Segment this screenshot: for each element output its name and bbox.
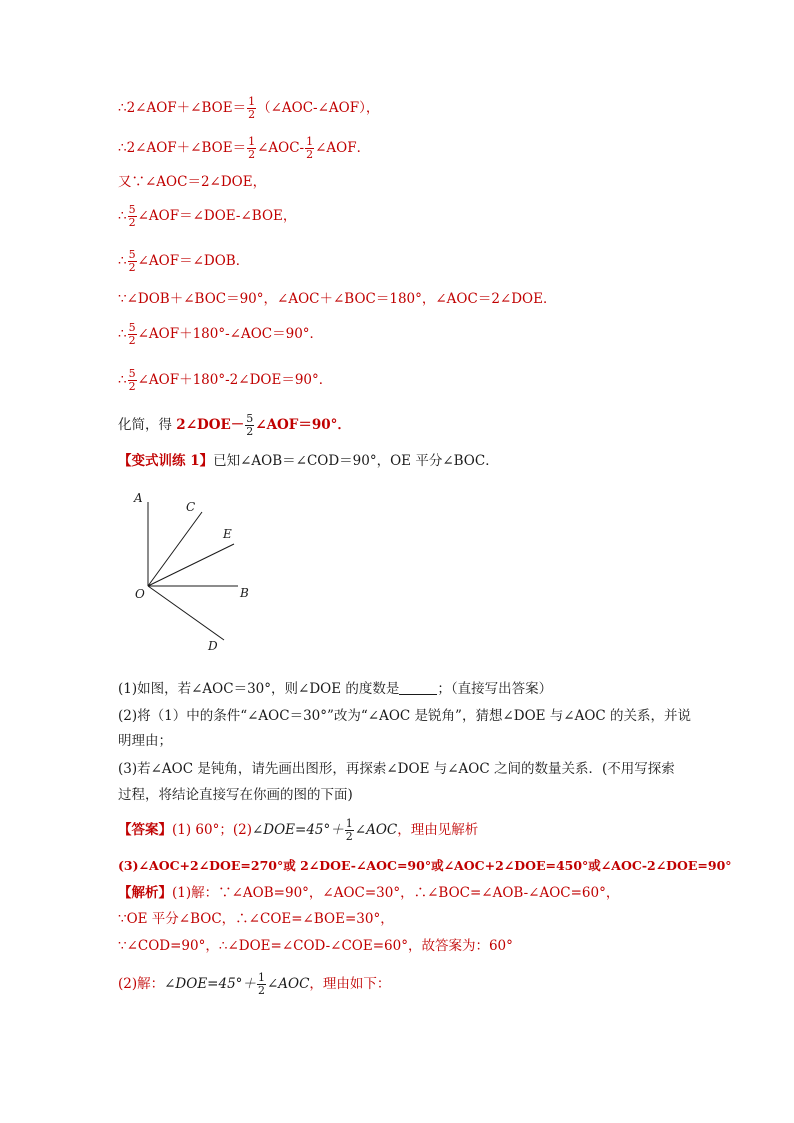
denominator: 2	[248, 148, 256, 161]
fraction	[128, 322, 137, 347]
text: ∠DOE=45°＋	[164, 976, 256, 992]
fraction	[257, 972, 266, 997]
fraction	[128, 249, 137, 274]
exercise-heading	[118, 452, 499, 470]
text: ∵∠DOB＋∠BOC＝90°，∠AOC＋∠BOC＝180°，∠AOC＝2∠DOE．	[118, 291, 557, 307]
text: (3)若∠AOC 是钝角，请先画出图形，再探索∠DOE 与∠AOC 之间的数量关系．(不用写探索	[118, 761, 675, 777]
text: ∴	[118, 326, 127, 342]
numerator: 1	[345, 817, 353, 830]
analysis-line-2	[118, 910, 394, 928]
label-D: D	[208, 639, 218, 653]
numerator: 1	[257, 971, 265, 984]
text: 化简，得	[118, 417, 177, 433]
question-3-cont	[118, 786, 353, 804]
text: ∴	[118, 372, 127, 388]
solution-line-8	[118, 368, 332, 393]
text: ∠AOC-	[257, 140, 305, 156]
solution-line-1	[118, 96, 379, 121]
answer-tag: 【答案】	[118, 822, 172, 838]
text: ∵∠COD=90°，∴∠DOE=∠COD-∠COE=60°，故答案为：60°	[118, 938, 513, 954]
label-E: E	[223, 527, 232, 541]
question-2-cont	[118, 732, 172, 750]
denominator: 2	[248, 108, 256, 121]
text: ∴	[118, 253, 127, 269]
text: ∠AOF＋180°-2∠DOE＝90°．	[137, 372, 333, 388]
solution-line-4	[118, 204, 296, 229]
solution-line-3	[118, 173, 266, 191]
analysis-line-4	[118, 972, 390, 997]
answer-blank[interactable]	[399, 680, 437, 695]
text: ∵OE 平分∠BOC，∴∠COE=∠BOE=30°，	[118, 911, 394, 927]
analysis-tag: 【解析】	[118, 885, 172, 901]
fraction	[247, 96, 256, 121]
denominator: 2	[306, 148, 314, 161]
fraction	[245, 413, 254, 438]
text: ，理由见解析	[397, 822, 479, 838]
text: ∠AOF＋180°-∠AOC＝90°．	[137, 326, 324, 342]
text: （∠AOC-∠AOF），	[257, 100, 380, 116]
ray-OC	[148, 512, 202, 586]
text: ；（直接写出答案）	[437, 681, 553, 697]
text: ∴2∠AOF＋∠BOE＝	[118, 100, 247, 116]
question-1	[118, 680, 552, 698]
text: ，理由如下：	[309, 976, 391, 992]
denominator: 2	[345, 830, 353, 843]
denominator: 2	[128, 216, 136, 229]
text: ∠AOF＝∠DOE-∠BOE，	[137, 208, 297, 224]
exercise-tag: 【变式训练 1】	[118, 453, 214, 469]
numerator: 5	[128, 367, 136, 380]
answer-line-2	[118, 857, 732, 875]
numerator: 5	[128, 203, 136, 216]
numerator: 1	[248, 95, 256, 108]
angle-diagram	[128, 488, 268, 658]
solution-line-2	[118, 136, 370, 161]
solution-line-9	[118, 413, 351, 438]
text: (2)解：	[118, 976, 165, 992]
text: (2)将（1）中的条件“∠AOC＝30°”改为“∠AOC 是锐角”，猜想∠DOE 与∠AOC 的关系，并说	[118, 708, 692, 724]
numerator: 1	[248, 135, 256, 148]
numerator: 5	[128, 248, 136, 261]
text: (1)如图，若∠AOC＝30°，则∠DOE 的度数是	[118, 681, 400, 697]
analysis-line-1	[118, 884, 619, 902]
denominator: 2	[246, 425, 254, 438]
question-2	[118, 707, 691, 725]
label-B: B	[240, 586, 249, 600]
text: ∴	[118, 208, 127, 224]
answer-line-1	[118, 818, 478, 843]
denominator: 2	[257, 984, 265, 997]
fraction	[247, 136, 256, 161]
numerator: 5	[246, 412, 254, 425]
text: ∠AOF＝90°．	[255, 417, 351, 433]
text: ∠AOF．	[315, 140, 371, 156]
text: (3)∠AOC+2∠DOE=270°或 2∠DOE-∠AOC=90°或∠AOC+2∠DOE=450°或∠AOC-2∠DOE=90°	[118, 858, 732, 873]
fraction	[345, 818, 354, 843]
text: ∠DOE=45°＋	[251, 822, 344, 838]
fraction	[305, 136, 314, 161]
text: 明理由；	[118, 733, 172, 749]
solution-line-5	[118, 249, 249, 274]
denominator: 2	[128, 261, 136, 274]
solution-line-6	[118, 290, 556, 308]
label-C: C	[186, 500, 196, 514]
text: 又∵∠AOC＝2∠DOE，	[118, 174, 267, 190]
label-O: O	[135, 587, 145, 601]
exercise-statement: 已知∠AOB＝∠COD＝90°，OE 平分∠BOC．	[213, 453, 499, 469]
solution-line-7	[118, 322, 323, 347]
question-3	[118, 760, 675, 778]
text: (1) 60°；(2)	[172, 822, 252, 838]
text: 2∠DOE－	[176, 417, 245, 433]
ray-OE	[148, 544, 234, 586]
text: ∠AOC	[354, 822, 398, 838]
analysis-line-3	[118, 937, 513, 955]
text: ∠AOC	[266, 976, 310, 992]
text: ∴2∠AOF＋∠BOE＝	[118, 140, 247, 156]
label-A: A	[134, 491, 143, 505]
denominator: 2	[128, 380, 136, 393]
fraction	[128, 368, 137, 393]
ray-OD	[148, 586, 224, 640]
text: 过程，将结论直接写在你画的图的下面)	[118, 787, 353, 803]
text: (1)解：∵∠AOB=90°，∠AOC=30°，∴∠BOC=∠AOB-∠AOC=60°，	[172, 885, 620, 901]
fraction	[128, 204, 137, 229]
text: ∠AOF＝∠DOB．	[137, 253, 250, 269]
numerator: 5	[128, 321, 136, 334]
denominator: 2	[128, 334, 136, 347]
numerator: 1	[306, 135, 314, 148]
